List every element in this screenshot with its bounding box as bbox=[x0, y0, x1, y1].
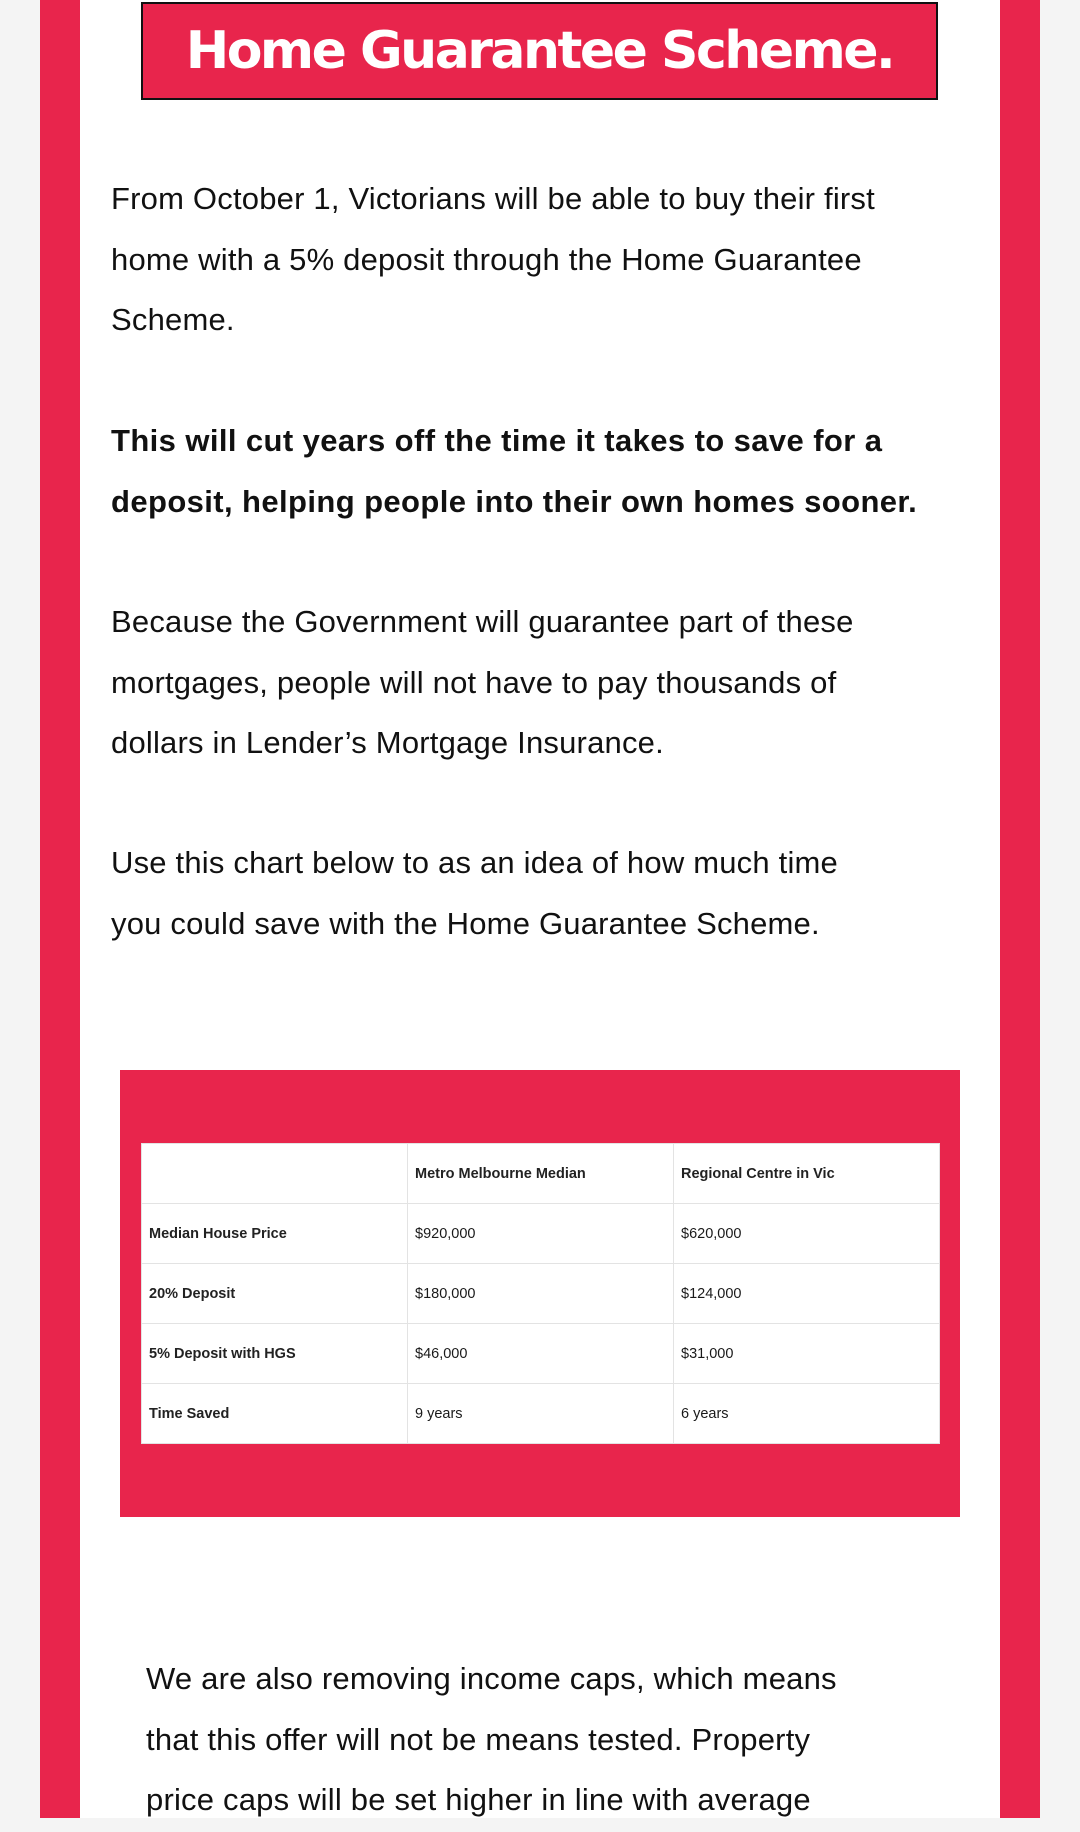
table-header-row bbox=[142, 1144, 940, 1204]
paragraph-line: you could save with the Home Guarantee Scheme. bbox=[111, 905, 820, 941]
table-header-cell: Metro Melbourne Median bbox=[408, 1144, 674, 1204]
row-label: Median House Price bbox=[142, 1204, 408, 1264]
lmi-paragraph bbox=[111, 592, 991, 774]
paragraph-line: This will cut years off the time it takes to save for a bbox=[111, 423, 883, 458]
metro-value: 9 years bbox=[408, 1384, 674, 1444]
paragraph-line: Scheme. bbox=[111, 302, 235, 337]
comparison-table-card bbox=[120, 1070, 960, 1517]
row-label: Time Saved bbox=[142, 1384, 408, 1444]
page-title: Home Guarantee Scheme. bbox=[185, 21, 894, 81]
intro-paragraph bbox=[111, 169, 991, 351]
highlight-paragraph bbox=[111, 411, 991, 532]
table-row bbox=[142, 1324, 940, 1384]
paragraph-line: From October 1, Victorians will be able to buy their first bbox=[111, 181, 875, 216]
metro-value: $46,000 bbox=[408, 1324, 674, 1384]
paragraph-line: home with a 5% deposit through the Home Guarantee bbox=[111, 241, 862, 277]
income-caps-paragraph bbox=[146, 1649, 1026, 1831]
paragraph-line: that this offer will not be means tested. Property bbox=[146, 1721, 811, 1757]
row-label: 5% Deposit with HGS bbox=[142, 1324, 408, 1384]
table-header-cell bbox=[142, 1144, 408, 1204]
paragraph-line: Because the Government will guarantee part of these bbox=[111, 604, 854, 639]
comparison-table bbox=[141, 1143, 940, 1444]
metro-value: $920,000 bbox=[408, 1204, 674, 1264]
table-row bbox=[142, 1264, 940, 1324]
row-label: 20% Deposit bbox=[142, 1264, 408, 1324]
chart-intro-paragraph bbox=[111, 833, 991, 954]
paragraph-line: Use this chart below to as an idea of how much time bbox=[111, 845, 838, 880]
regional-value: $620,000 bbox=[674, 1204, 940, 1264]
regional-value: $31,000 bbox=[674, 1324, 940, 1384]
table-row bbox=[142, 1204, 940, 1264]
regional-value: $124,000 bbox=[674, 1264, 940, 1324]
metro-value: $180,000 bbox=[408, 1264, 674, 1324]
paragraph-line: deposit, helping people into their own homes sooner. bbox=[111, 483, 918, 519]
regional-value: 6 years bbox=[674, 1384, 940, 1444]
table-header-cell: Regional Centre in Vic bbox=[674, 1144, 940, 1204]
paragraph-line: price caps will be set higher in line with average bbox=[146, 1782, 811, 1817]
table-row bbox=[142, 1384, 940, 1444]
paragraph-line: We are also removing income caps, which means bbox=[146, 1661, 837, 1696]
paragraph-line: dollars in Lender’s Mortgage Insurance. bbox=[111, 725, 664, 760]
paragraph-line: mortgages, people will not have to pay thousands of bbox=[111, 664, 837, 700]
title-banner bbox=[141, 2, 938, 100]
